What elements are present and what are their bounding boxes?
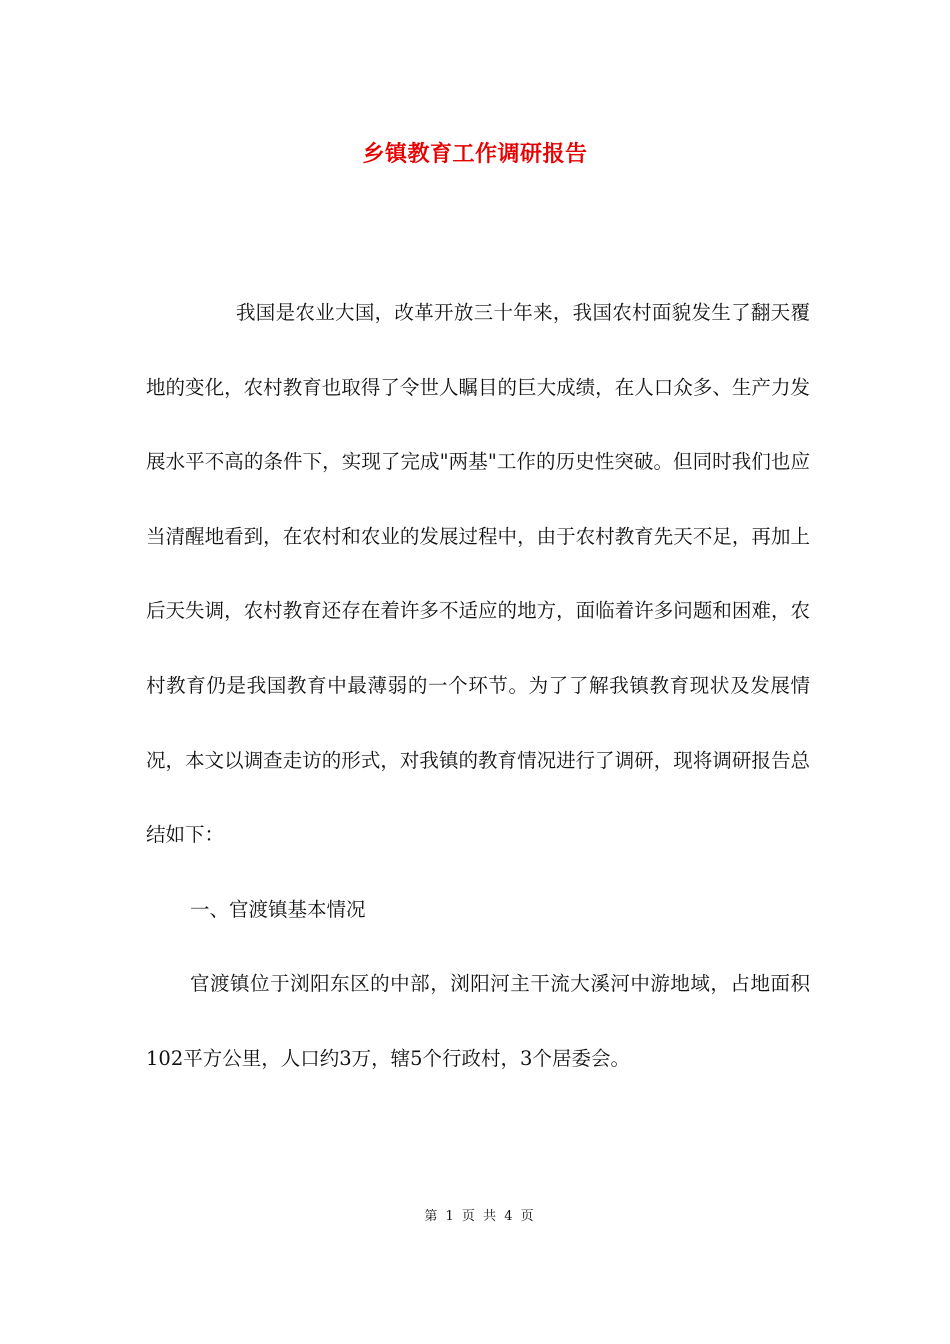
document-body: [146, 276, 810, 1097]
document-title: 乡镇教育工作调研报告: [362, 141, 588, 167]
intro-paragraph: 我国是农业大国，改革开放三十年来，我国农村面貌发生了翻天覆地的变化，农村教育也取得了令世人瞩目的巨大成绩，在人口众多、生产力发展水平不高的条件下，实现了完成"两基"工作的历史性突破。但同时我们也应当清醒地看到，在农村和农业的发展过程中，由于农村教育先天不足，再加上后天失调，农村教育还存在着许多不适应的地方，面临着许多问题和困难，农村教育仍是我国教育中最薄弱的一个环节。为了了解我镇教育现状及发展情况，本文以调查走访的形式，对我镇的教育情况进行了调研，现将调研报告总结如下：: [146, 301, 810, 847]
section-heading: 一、官渡镇基本情况: [190, 897, 366, 921]
section-paragraph: 官渡镇位于浏阳东区的中部，浏阳河主干流大溪河中游地域，占地面积102平方公里，人口约3万，辖5个行政村，3个居委会。: [146, 972, 810, 1070]
page-number-footer: 第 1 页 共 4 页: [424, 1209, 534, 1224]
